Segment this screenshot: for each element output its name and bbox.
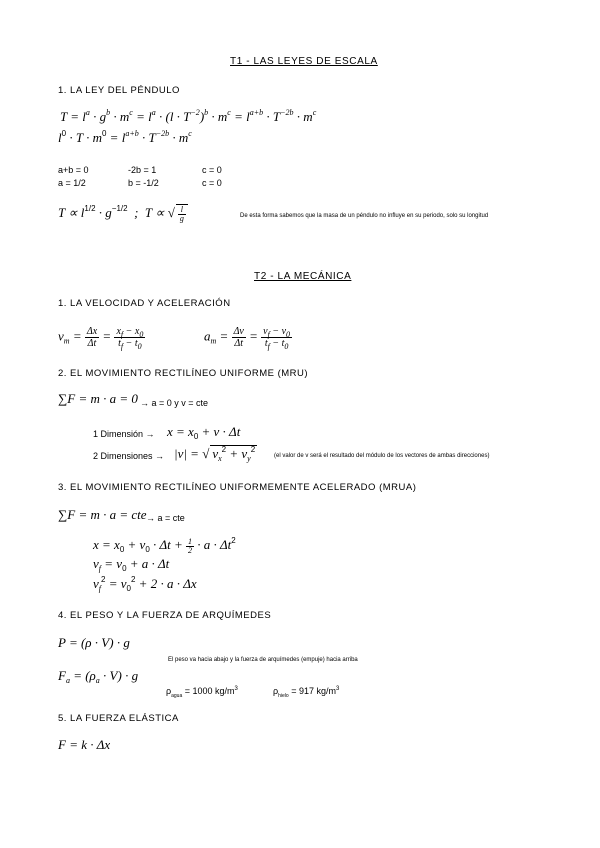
pendulum-dimension-equation: $T = l^a \cdot g^b \cdot m^c = l^a \cdot (l \cdot T^{-2})^b \cdot m^c = l^{a+b} \cdot T^{-2b} \cdot m^c$ — [60, 108, 317, 124]
archimedes-equation: $F_a = (\rho_a \cdot V) \cdot g$ — [58, 668, 139, 685]
t2-title: T2 - LA MECÁNICA — [254, 271, 352, 282]
acceleration-equation: $a_m$ = $\frac{\Delta v}{\Delta t}$ = $\frac{v_f - v_0}{t_f - t_0}$ — [204, 326, 291, 351]
eq-c-row1: c = 0 — [202, 165, 222, 175]
density-water-value: = 1000 kg/m — [184, 686, 235, 696]
t1-section-1-heading: 1. LA LEY DEL PÉNDULO — [58, 85, 180, 96]
mrua-result: → a = cte — [146, 513, 185, 523]
pendulum-exponent-equation: $l^0 \cdot T \cdot m^0 = l^{a+b} \cdot T^{-2b} \cdot m^c$ — [58, 129, 192, 145]
one-dimension-equation: $x = x_0 + v \cdot \Delta t$ — [167, 424, 241, 441]
t2-section-5-heading: 5. LA FUERZA ELÁSTICA — [58, 713, 179, 724]
density-ice-subscript: hielo — [278, 693, 289, 699]
eq-a-value: a = 1/2 — [58, 178, 86, 188]
t1-title: T1 - LAS LEYES DE ESCALA — [230, 56, 378, 67]
two-dimensions-note: (el valor de v será el resultado del módulo de los vectores de ambas direcciones) — [274, 453, 490, 459]
pendulum-note: De esta forma sabemos que la masa de un péndulo no influye en su periodo, solo su longitud — [240, 213, 489, 219]
density-water-subscript: agua — [171, 693, 183, 699]
t2-section-4-heading: 4. EL PESO Y LA FUERZA DE ARQUÍMEDES — [58, 610, 272, 621]
mrua-force-equation: ∑F = m · a = cte — [58, 507, 147, 522]
t2-section-1-heading: 1. LA VELOCIDAD Y ACELERACIÓN — [58, 298, 231, 309]
mrua-velocity-equation: $v_f = v_0 + a \cdot \Delta t$ — [93, 556, 170, 573]
eq-minus-2b: -2b = 1 — [128, 165, 157, 175]
t2-section-3-heading: 3. EL MOVIMIENTO RECTILÍNEO UNIFORMEMENTE ACELERADO (MRUA) — [58, 482, 417, 493]
t2-section-2-heading: 2. EL MOVIMIENTO RECTILÍNEO UNIFORME (MRU) — [58, 368, 309, 379]
mrua-timeless-equation: $v_f^2 = v_0^2 + 2 \cdot a \cdot \Delta x$ — [93, 575, 197, 593]
eq-b-value: b = -1/2 — [128, 178, 159, 188]
mrua-position-equation: $x = x_0 + v_0 \cdot \Delta t$ + $\frac{1}{2}$ · $a \cdot \Delta t^2$ — [93, 536, 236, 555]
elastic-force-equation: F = k · Δx — [58, 737, 111, 752]
mru-force-equation: ∑F = m · a = 0 — [58, 391, 138, 406]
eq-c-row2: c = 0 — [202, 178, 222, 188]
density-ice: $\rho_{hielo} = 917$ $kg/m^3$ — [273, 686, 340, 699]
eq-a-plus-b: a+b = 0 — [58, 165, 89, 175]
weight-note: El peso va hacia abajo y la fuerza de arquímedes (empuje) hacia arriba — [168, 657, 358, 663]
density-water: $\rho_{agua} = 1000$ $kg/m^3$ — [166, 686, 238, 699]
density-ice-value: = 917 kg/m — [291, 686, 336, 696]
mru-result: → a = 0 y v = cte — [140, 398, 209, 408]
velocity-equation: $v_m$ = $\frac{\Delta x}{\Delta t}$ = $\frac{x_f - x_0}{t_f - t_0}$ — [58, 326, 144, 351]
two-dimensions-label: 2 Dimensiones → — [93, 451, 165, 461]
weight-equation: P = (ρ · V) · g — [58, 635, 130, 650]
two-dimensions-equation: |v| = √ $v_x^2 + v_y^2$ — [174, 445, 256, 463]
pendulum-proportionality: $T \propto l^{1/2} \cdot g^{-1/2}$ ; T ∝ √ $\frac{l}{g}$ — [58, 204, 188, 223]
one-dimension-label: 1 Dimensión → — [93, 429, 155, 439]
